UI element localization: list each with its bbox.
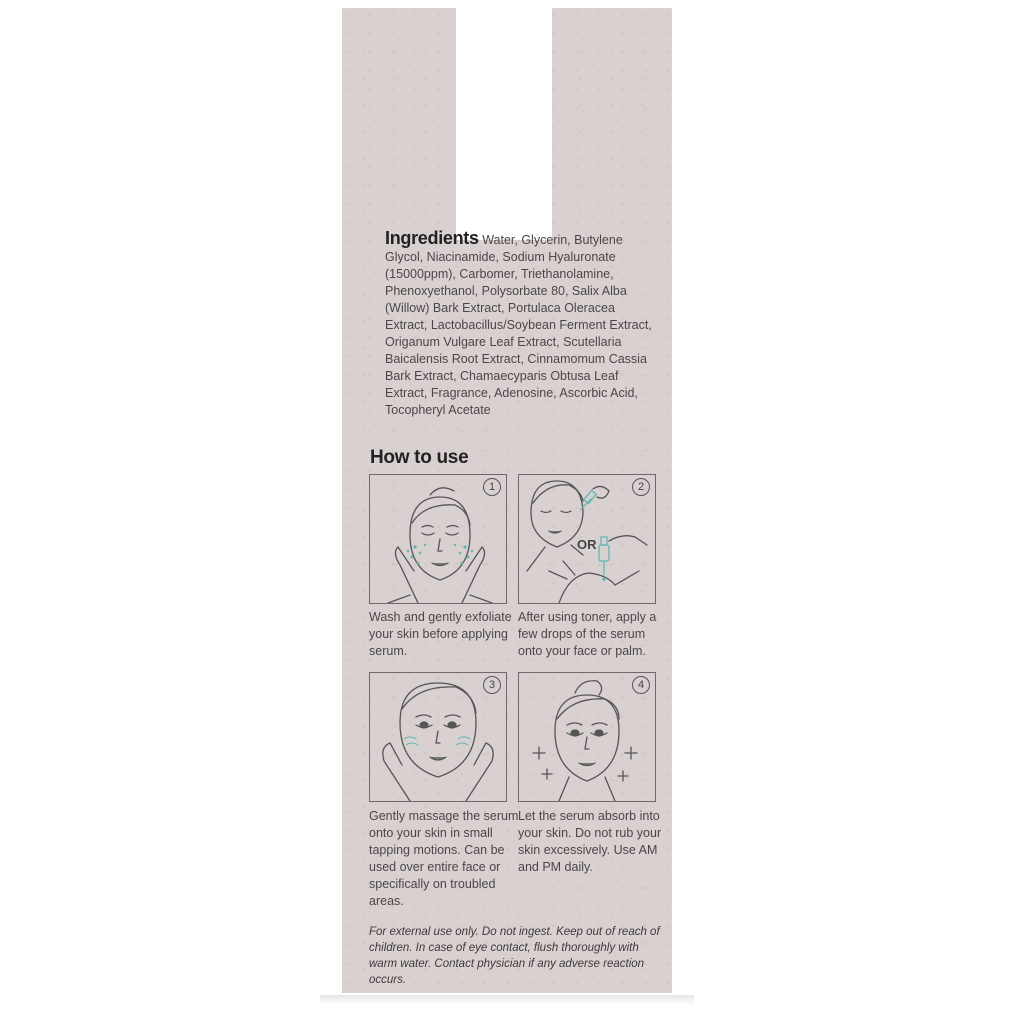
step-4-illustration bbox=[518, 672, 656, 802]
step-number-2: 2 bbox=[632, 478, 650, 496]
step-3-illustration bbox=[369, 672, 507, 802]
warning-text: For external use only. Do not ingest. Keep out of reach of children. In case of eye contact, flush thoroughly with warm water. Contact physician if any adverse reaction occurs. bbox=[369, 926, 660, 986]
box-bottom-shadow bbox=[320, 995, 694, 1005]
how-to-use-title: How to use bbox=[370, 447, 469, 468]
step-1-illustration bbox=[369, 474, 507, 604]
step-3-caption: Gently massage the serum onto your skin in small tapping motions. Can be used over entire face or specifically on troubled areas. bbox=[369, 809, 519, 908]
step-number-4: 4 bbox=[632, 676, 650, 694]
ingredients-block bbox=[385, 230, 660, 419]
step-number-3: 3 bbox=[483, 676, 501, 694]
white-stripe bbox=[456, 8, 552, 240]
ingredients-title: Ingredients bbox=[385, 228, 479, 248]
step-number-1: 1 bbox=[483, 478, 501, 496]
step-2-illustration bbox=[518, 474, 656, 604]
step-1-caption: Wash and gently exfoliate your skin before applying serum. bbox=[369, 610, 512, 658]
ingredients-list: Water, Glycerin, Butylene Glycol, Niacinamide, Sodium Hyaluronate (15000ppm), Carbomer, Triethanolamine, Phenoxyethanol, Polysorbate 80, Salix Alba (Willow) Bark Extract, Portulaca Oleracea Extract, Lactobacillus/Soybean Ferment Extract, Origanum Vulgare Leaf Extract, Scutellaria Baicalensis Root Extract, Cinnamomum Cassia Bark Extract, Chamaecyparis Obtusa Leaf Extract, Fragrance, Adenosine, Ascorbic Acid, Tocopheryl Acetate bbox=[385, 233, 652, 417]
or-label: OR bbox=[577, 537, 597, 552]
step-4-caption: Let the serum absorb into your skin. Do not rub your skin excessively. Use AM and PM daily. bbox=[518, 809, 662, 874]
step-2-caption: After using toner, apply a few drops of the serum onto your face or palm. bbox=[518, 610, 657, 658]
